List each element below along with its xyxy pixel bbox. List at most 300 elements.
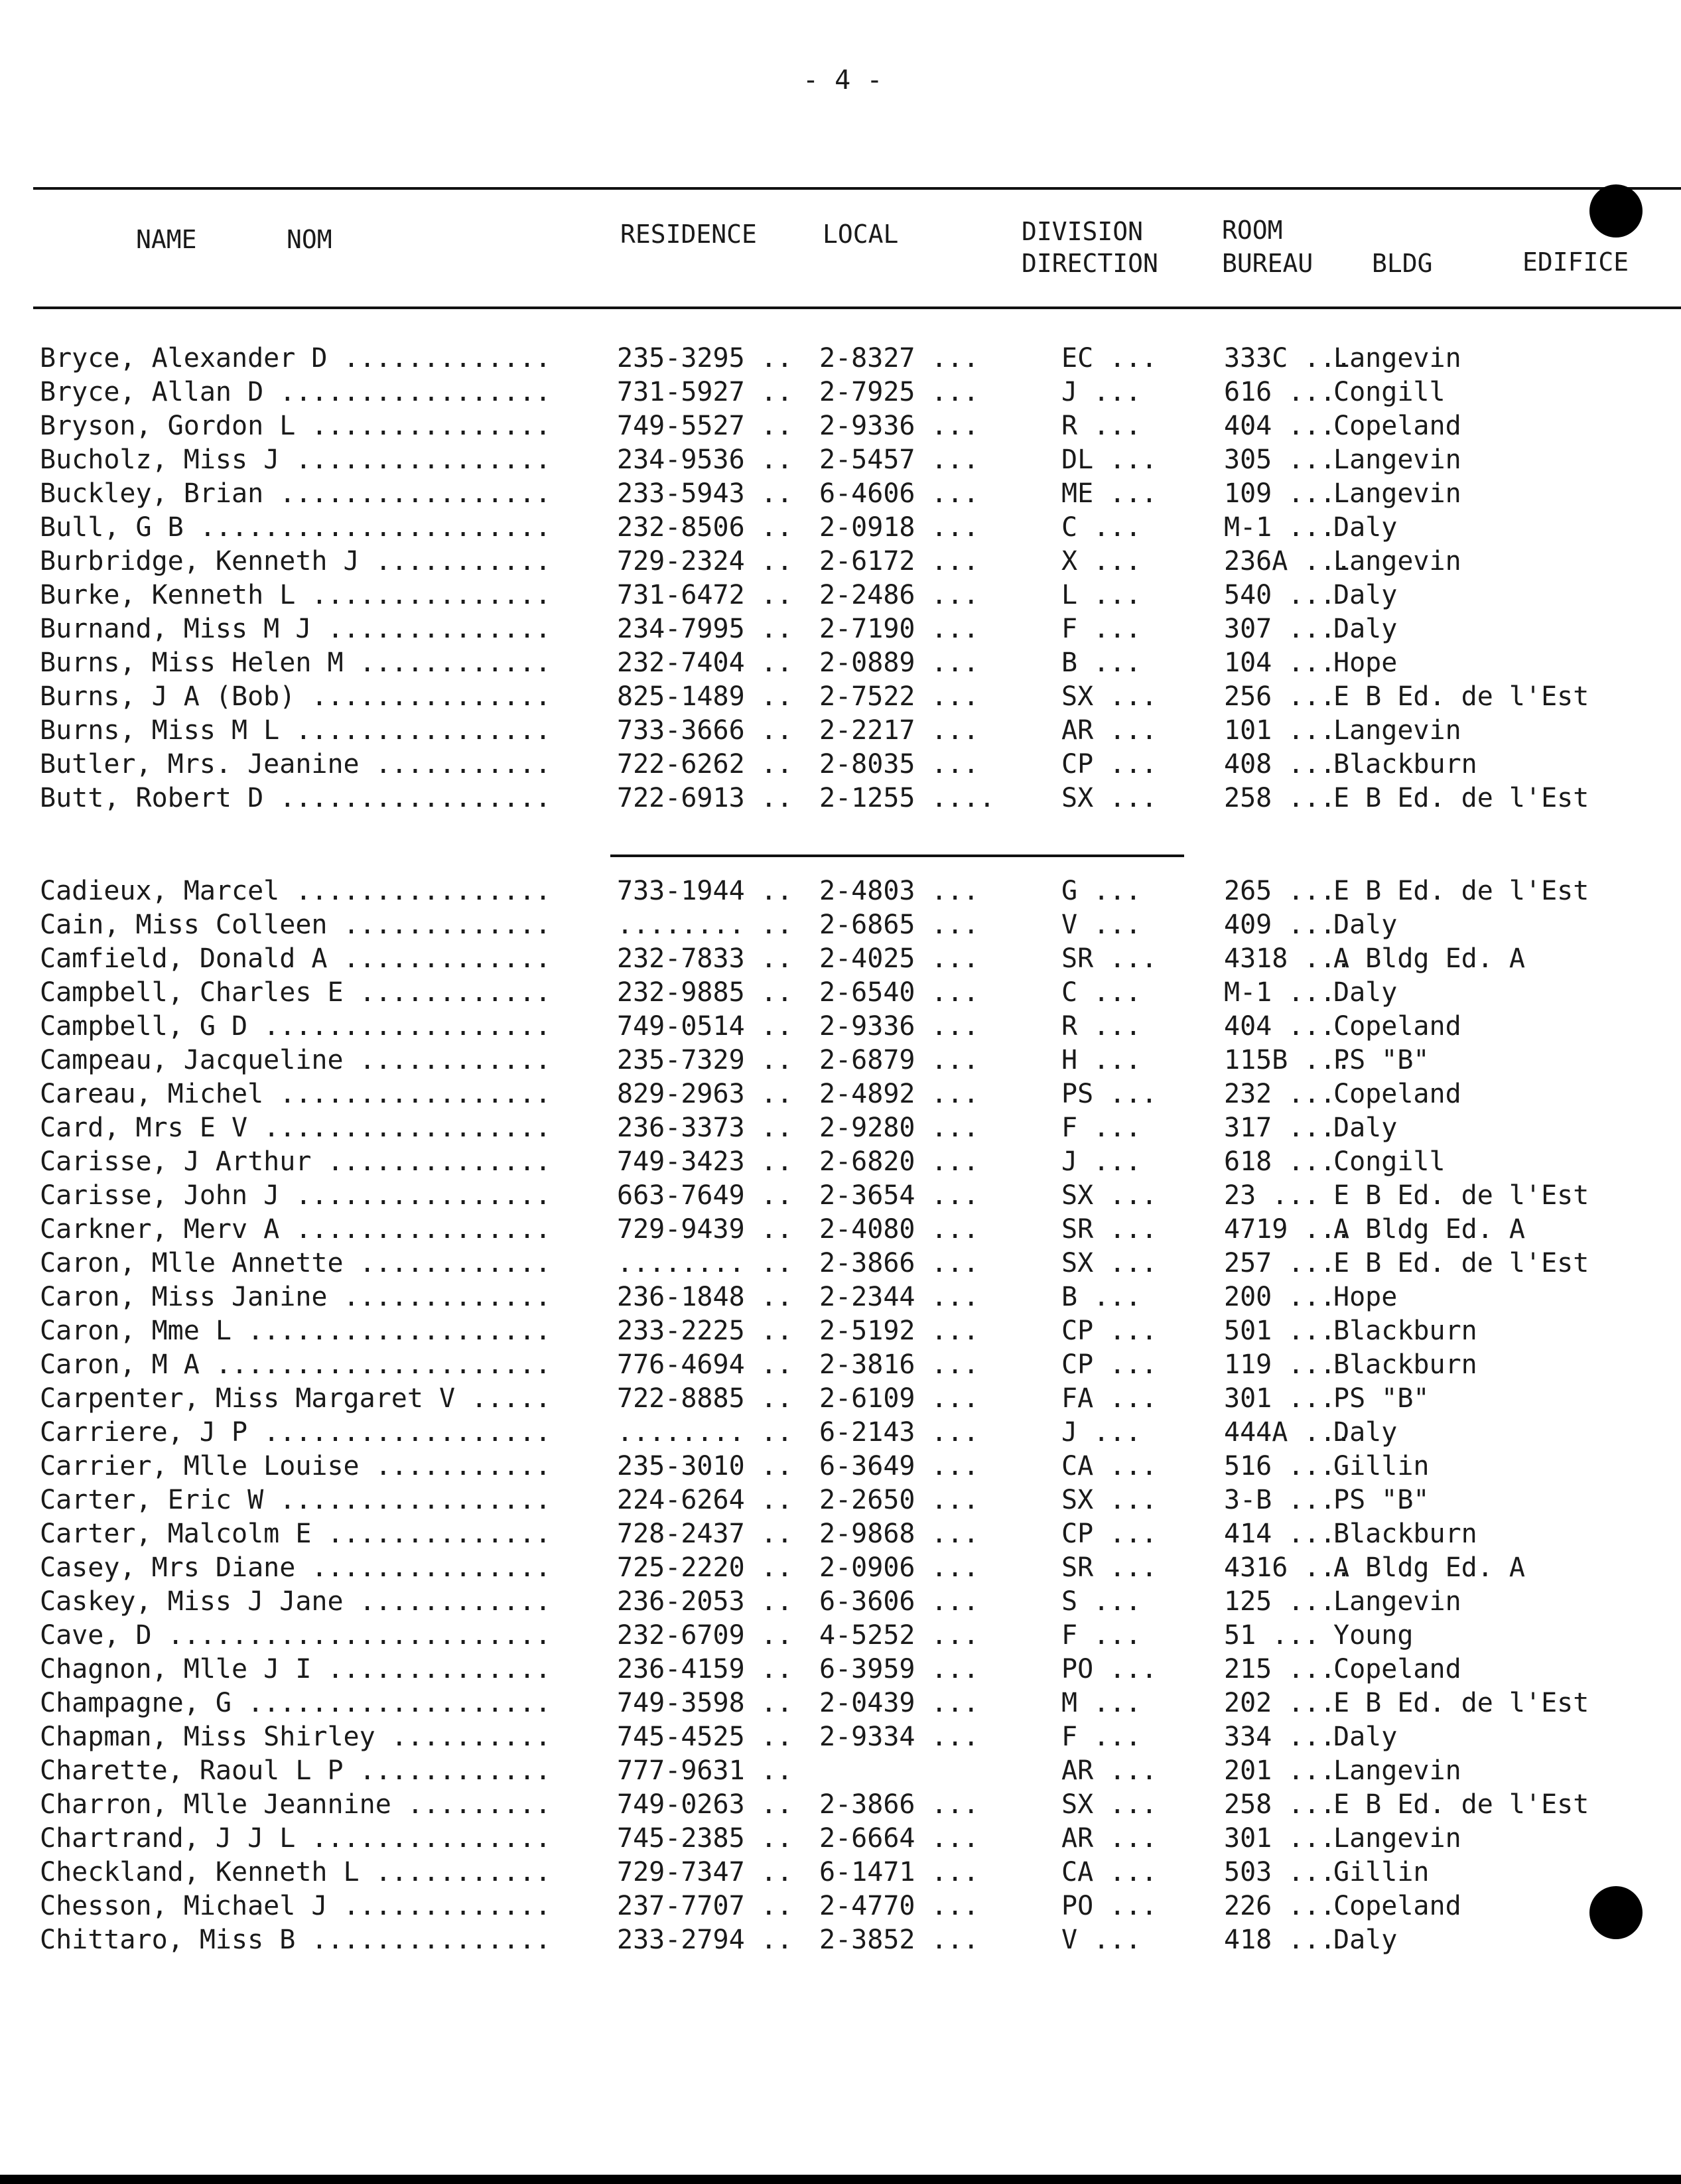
cell-room: 334 ...	[1224, 1722, 1336, 1752]
table-row	[0, 1856, 1681, 1889]
cell-residence: 234-7995 ..	[617, 614, 793, 644]
cell-name: Careau, Michel .................	[40, 1079, 551, 1109]
table-row	[0, 477, 1681, 511]
table-row	[0, 1280, 1681, 1314]
cell-name: Burns, Miss Helen M ............	[40, 648, 551, 678]
cell-division: V ...	[1061, 1925, 1142, 1955]
table-row	[0, 1348, 1681, 1382]
table-row	[0, 1754, 1681, 1788]
cell-local: 2-4892 ...	[819, 1079, 979, 1109]
cell-residence: 749-3598 ..	[617, 1688, 793, 1718]
cell-bldg: Daly	[1333, 580, 1398, 610]
cell-local: 2-6879 ...	[819, 1045, 979, 1075]
table-row	[0, 1923, 1681, 1957]
header-bureau: BUREAU	[1222, 249, 1313, 278]
cell-residence: 776-4694 ..	[617, 1349, 793, 1380]
cell-bldg: Daly	[1333, 910, 1398, 940]
cell-local: 2-9336 ...	[819, 1011, 979, 1042]
cell-bldg: Daly	[1333, 1417, 1398, 1448]
cell-bldg: Hope	[1333, 1282, 1398, 1312]
cell-room: 503 ...	[1224, 1857, 1336, 1887]
cell-local: 6-2143 ...	[819, 1417, 979, 1448]
cell-name: Caron, Mlle Annette ............	[40, 1248, 551, 1278]
cell-local: 2-0918 ...	[819, 512, 979, 543]
punch-hole-top	[1589, 184, 1643, 238]
cell-residence: 663-7649 ..	[617, 1180, 793, 1211]
table-row	[0, 1585, 1681, 1619]
cell-residence: 722-8885 ..	[617, 1383, 793, 1414]
cell-bldg: Copeland	[1333, 1079, 1461, 1109]
cell-name: Chagnon, Mlle J I ..............	[40, 1654, 551, 1684]
cell-local: 2-9336 ...	[819, 411, 979, 441]
cell-division: F ...	[1061, 1620, 1142, 1651]
cell-bldg: Daly	[1333, 1925, 1398, 1955]
cell-local: 2-2650 ...	[819, 1485, 979, 1515]
table-row	[0, 680, 1681, 714]
bottom-rule	[0, 2175, 1681, 2184]
cell-local: 2-0906 ...	[819, 1552, 979, 1583]
table-row	[0, 1450, 1681, 1483]
table-row	[0, 1416, 1681, 1450]
cell-local: 2-3866 ...	[819, 1789, 979, 1820]
cell-bldg: Langevin	[1333, 1823, 1461, 1854]
table-row	[0, 942, 1681, 976]
cell-division: AR ...	[1061, 715, 1158, 746]
cell-division: J ...	[1061, 377, 1142, 407]
table-row	[0, 1179, 1681, 1213]
table-row	[0, 612, 1681, 646]
table-row	[0, 1077, 1681, 1111]
cell-name: Card, Mrs E V ..................	[40, 1113, 551, 1143]
header-edifice: EDIFICE	[1522, 247, 1629, 277]
cell-bldg: Blackburn	[1333, 1519, 1477, 1549]
cell-division: AR ...	[1061, 1823, 1158, 1854]
cell-name: Cave, D ........................	[40, 1620, 551, 1651]
cell-division: ME ...	[1061, 478, 1158, 509]
section-b-listing	[0, 342, 1681, 815]
cell-room: 226 ...	[1224, 1891, 1336, 1921]
cell-name: Chapman, Miss Shirley ..........	[40, 1722, 551, 1752]
cell-name: Carriere, J P ..................	[40, 1417, 551, 1448]
cell-name: Chesson, Michael J .............	[40, 1891, 551, 1921]
cell-room: 109 ...	[1224, 478, 1336, 509]
cell-room: 215 ...	[1224, 1654, 1336, 1684]
cell-division: SX ...	[1061, 1180, 1158, 1211]
cell-bldg: Gillin	[1333, 1451, 1430, 1481]
cell-division: V ...	[1061, 910, 1142, 940]
cell-room: 23 ...	[1224, 1180, 1320, 1211]
cell-bldg: A Bldg Ed. A	[1333, 1552, 1525, 1583]
table-row	[0, 1314, 1681, 1348]
cell-local: 2-3852 ...	[819, 1925, 979, 1955]
cell-room: 200 ...	[1224, 1282, 1336, 1312]
cell-division: CP ...	[1061, 1316, 1158, 1346]
cell-division: F ...	[1061, 1722, 1142, 1752]
cell-room: 232 ...	[1224, 1079, 1336, 1109]
cell-name: Campeau, Jacqueline ............	[40, 1045, 551, 1075]
cell-local: 2-4025 ...	[819, 943, 979, 974]
cell-name: Caron, Miss Janine .............	[40, 1282, 551, 1312]
cell-bldg: Copeland	[1333, 1654, 1461, 1684]
cell-bldg: Copeland	[1333, 411, 1461, 441]
table-row	[0, 1382, 1681, 1416]
cell-room: 301 ...	[1224, 1823, 1336, 1854]
cell-residence: 232-7404 ..	[617, 648, 793, 678]
cell-division: SX ...	[1061, 783, 1158, 813]
cell-bldg: Langevin	[1333, 343, 1461, 374]
cell-name: Butler, Mrs. Jeanine ...........	[40, 749, 551, 780]
header-nom: NOM	[287, 225, 332, 254]
table-row	[0, 1247, 1681, 1280]
cell-division: S ...	[1061, 1586, 1142, 1617]
cell-name: Carkner, Merv A ................	[40, 1214, 551, 1245]
cell-division: G ...	[1061, 876, 1142, 906]
cell-bldg: E B Ed. de l'Est	[1333, 783, 1589, 813]
cell-residence: 232-7833 ..	[617, 943, 793, 974]
cell-name: Carter, Eric W .................	[40, 1485, 551, 1515]
cell-residence: 232-9885 ..	[617, 977, 793, 1008]
cell-local: 2-4080 ...	[819, 1214, 979, 1245]
cell-local: 6-4606 ...	[819, 478, 979, 509]
cell-local: 2-3816 ...	[819, 1349, 979, 1380]
cell-local: 2-6664 ...	[819, 1823, 979, 1854]
cell-residence: 729-7347 ..	[617, 1857, 793, 1887]
cell-name: Carisse, John J ................	[40, 1180, 551, 1211]
cell-local: 2-6865 ...	[819, 910, 979, 940]
cell-local: 2-1255 ....	[819, 783, 995, 813]
cell-name: Bryce, Allan D .................	[40, 377, 551, 407]
cell-division: CA ...	[1061, 1857, 1158, 1887]
cell-room: 618 ...	[1224, 1146, 1336, 1177]
cell-residence: 749-0514 ..	[617, 1011, 793, 1042]
cell-residence: 236-2053 ..	[617, 1586, 793, 1617]
cell-bldg: Blackburn	[1333, 1316, 1477, 1346]
cell-room: 119 ...	[1224, 1349, 1336, 1380]
cell-division: CP ...	[1061, 1519, 1158, 1549]
cell-bldg: Langevin	[1333, 444, 1461, 475]
cell-bldg: E B Ed. de l'Est	[1333, 681, 1589, 712]
cell-local: 2-8035 ...	[819, 749, 979, 780]
cell-bldg: PS "B"	[1333, 1383, 1430, 1414]
cell-name: Carisse, J Arthur ..............	[40, 1146, 551, 1177]
cell-room: 125 ...	[1224, 1586, 1336, 1617]
cell-residence: 777-9631 ..	[617, 1755, 793, 1786]
cell-bldg: PS "B"	[1333, 1045, 1430, 1075]
cell-bldg: Daly	[1333, 977, 1398, 1008]
cell-bldg: Daly	[1333, 512, 1398, 543]
cell-division: R ...	[1061, 1011, 1142, 1042]
cell-residence: 749-0263 ..	[617, 1789, 793, 1820]
table-row	[0, 1213, 1681, 1247]
cell-local: 2-2344 ...	[819, 1282, 979, 1312]
punch-hole-bottom	[1589, 1886, 1643, 1939]
cell-name: Casey, Mrs Diane ...............	[40, 1552, 551, 1583]
cell-division: FA ...	[1061, 1383, 1158, 1414]
cell-residence: 725-2220 ..	[617, 1552, 793, 1583]
cell-division: CP ...	[1061, 749, 1158, 780]
cell-residence: 728-2437 ..	[617, 1519, 793, 1549]
table-row	[0, 748, 1681, 782]
cell-room: 257 ...	[1224, 1248, 1336, 1278]
cell-bldg: Blackburn	[1333, 749, 1477, 780]
header-bldg: BLDG	[1372, 249, 1433, 278]
cell-room: 202 ...	[1224, 1688, 1336, 1718]
cell-room: 4318 ...	[1224, 943, 1352, 974]
cell-bldg: A Bldg Ed. A	[1333, 1214, 1525, 1245]
cell-division: J ...	[1061, 1146, 1142, 1177]
cell-residence: 749-3423 ..	[617, 1146, 793, 1177]
cell-residence: 825-1489 ..	[617, 681, 793, 712]
cell-division: PO ...	[1061, 1654, 1158, 1684]
table-row	[0, 443, 1681, 477]
header-room: ROOM	[1222, 216, 1283, 245]
cell-bldg: Daly	[1333, 1722, 1398, 1752]
cell-bldg: PS "B"	[1333, 1485, 1430, 1515]
cell-room: 4719 ...	[1224, 1214, 1352, 1245]
cell-local: 2-4770 ...	[819, 1891, 979, 1921]
cell-residence: 745-2385 ..	[617, 1823, 793, 1854]
table-row	[0, 1788, 1681, 1822]
table-row	[0, 976, 1681, 1010]
cell-residence: 232-6709 ..	[617, 1620, 793, 1651]
cell-division: PS ...	[1061, 1079, 1158, 1109]
cell-residence: 733-1944 ..	[617, 876, 793, 906]
cell-bldg: Congill	[1333, 377, 1446, 407]
cell-residence: 749-5527 ..	[617, 411, 793, 441]
cell-bldg: Langevin	[1333, 478, 1461, 509]
cell-bldg: Copeland	[1333, 1011, 1461, 1042]
cell-name: Campbell, Charles E ............	[40, 977, 551, 1008]
cell-room: 4316 ...	[1224, 1552, 1352, 1583]
cell-room: 516 ...	[1224, 1451, 1336, 1481]
table-row	[0, 1483, 1681, 1517]
cell-bldg: E B Ed. de l'Est	[1333, 1180, 1589, 1211]
cell-name: Caskey, Miss J Jane ............	[40, 1586, 551, 1617]
cell-name: Champagne, G ...................	[40, 1688, 551, 1718]
cell-division: EC ...	[1061, 343, 1158, 374]
table-row	[0, 1010, 1681, 1044]
cell-bldg: Congill	[1333, 1146, 1446, 1177]
cell-name: Bryson, Gordon L ...............	[40, 411, 551, 441]
table-row	[0, 511, 1681, 545]
cell-division: SX ...	[1061, 681, 1158, 712]
cell-residence: 722-6262 ..	[617, 749, 793, 780]
table-row	[0, 646, 1681, 680]
cell-residence: ........ ..	[617, 910, 793, 940]
cell-local: 4-5252 ...	[819, 1620, 979, 1651]
cell-room: 305 ...	[1224, 444, 1336, 475]
cell-room: M-1 ...	[1224, 977, 1336, 1008]
cell-name: Charron, Mlle Jeannine .........	[40, 1789, 551, 1820]
top-rule	[33, 187, 1681, 190]
cell-residence: 745-4525 ..	[617, 1722, 793, 1752]
cell-room: 258 ...	[1224, 783, 1336, 813]
cell-division: F ...	[1061, 614, 1142, 644]
cell-bldg: Daly	[1333, 614, 1398, 644]
cell-local: 6-1471 ...	[819, 1857, 979, 1887]
cell-residence: ........ ..	[617, 1417, 793, 1448]
cell-bldg: E B Ed. de l'Est	[1333, 1789, 1589, 1820]
cell-name: Chittaro, Miss B ...............	[40, 1925, 551, 1955]
cell-room: 256 ...	[1224, 681, 1336, 712]
table-row	[0, 1145, 1681, 1179]
cell-name: Caron, Mme L ...................	[40, 1316, 551, 1346]
cell-residence: 731-5927 ..	[617, 377, 793, 407]
cell-room: 540 ...	[1224, 580, 1336, 610]
cell-division: C ...	[1061, 512, 1142, 543]
cell-bldg: E B Ed. de l'Est	[1333, 876, 1589, 906]
cell-name: Checkland, Kenneth L ...........	[40, 1857, 551, 1887]
cell-local: 2-9280 ...	[819, 1113, 979, 1143]
cell-local: 2-3654 ...	[819, 1180, 979, 1211]
table-row	[0, 342, 1681, 375]
cell-room: 236A ...	[1224, 546, 1352, 577]
cell-local: 2-9334 ...	[819, 1722, 979, 1752]
cell-local: 2-7522 ...	[819, 681, 979, 712]
cell-room: 414 ...	[1224, 1519, 1336, 1549]
cell-room: 115B ...	[1224, 1045, 1352, 1075]
cell-room: 418 ...	[1224, 1925, 1336, 1955]
cell-name: Camfield, Donald A .............	[40, 943, 551, 974]
cell-residence: 733-3666 ..	[617, 715, 793, 746]
table-row	[0, 908, 1681, 942]
cell-residence: 233-5943 ..	[617, 478, 793, 509]
cell-name: Burbridge, Kenneth J ...........	[40, 546, 551, 577]
cell-name: Burke, Kenneth L ...............	[40, 580, 551, 610]
header-division: DIVISION	[1022, 217, 1144, 246]
cell-division: SX ...	[1061, 1789, 1158, 1820]
cell-residence: 731-6472 ..	[617, 580, 793, 610]
table-row	[0, 1889, 1681, 1923]
cell-division: C ...	[1061, 977, 1142, 1008]
table-row	[0, 545, 1681, 579]
cell-division: SX ...	[1061, 1248, 1158, 1278]
cell-room: 307 ...	[1224, 614, 1336, 644]
cell-name: Cain, Miss Colleen .............	[40, 910, 551, 940]
cell-local: 2-0889 ...	[819, 648, 979, 678]
cell-division: SR ...	[1061, 943, 1158, 974]
table-row	[0, 375, 1681, 409]
cell-local: 2-4803 ...	[819, 876, 979, 906]
cell-name: Carrier, Mlle Louise ...........	[40, 1451, 551, 1481]
cell-name: Charette, Raoul L P ............	[40, 1755, 551, 1786]
cell-residence: 829-2963 ..	[617, 1079, 793, 1109]
cell-room: 333C ...	[1224, 343, 1352, 374]
cell-residence: 233-2225 ..	[617, 1316, 793, 1346]
cell-local: 6-3959 ...	[819, 1654, 979, 1684]
cell-bldg: Langevin	[1333, 1755, 1461, 1786]
cell-room: 101 ...	[1224, 715, 1336, 746]
cell-bldg: Langevin	[1333, 546, 1461, 577]
cell-name: Bull, G B ......................	[40, 512, 551, 543]
cell-bldg: E B Ed. de l'Est	[1333, 1688, 1589, 1718]
cell-bldg: Gillin	[1333, 1857, 1430, 1887]
cell-local: 2-6540 ...	[819, 977, 979, 1008]
cell-residence: ........ ..	[617, 1248, 793, 1278]
cell-room: 408 ...	[1224, 749, 1336, 780]
cell-local: 2-0439 ...	[819, 1688, 979, 1718]
cell-name: Chartrand, J J L ...............	[40, 1823, 551, 1854]
cell-residence: 236-4159 ..	[617, 1654, 793, 1684]
cell-room: 104 ...	[1224, 648, 1336, 678]
cell-room: 317 ...	[1224, 1113, 1336, 1143]
table-row	[0, 1517, 1681, 1551]
cell-bldg: Daly	[1333, 1113, 1398, 1143]
cell-residence: 234-9536 ..	[617, 444, 793, 475]
cell-local: 2-6172 ...	[819, 546, 979, 577]
cell-room: 409 ...	[1224, 910, 1336, 940]
cell-name: Carpenter, Miss Margaret V .....	[40, 1383, 551, 1414]
cell-residence: 232-8506 ..	[617, 512, 793, 543]
cell-local: 6-3606 ...	[819, 1586, 979, 1617]
cell-local: 2-3866 ...	[819, 1248, 979, 1278]
cell-room: 501 ...	[1224, 1316, 1336, 1346]
cell-division: AR ...	[1061, 1755, 1158, 1786]
cell-name: Bucholz, Miss J ................	[40, 444, 551, 475]
header-residence: RESIDENCE	[620, 220, 757, 249]
cell-name: Butt, Robert D .................	[40, 783, 551, 813]
cell-division: B ...	[1061, 648, 1142, 678]
header-name: NAME	[136, 225, 197, 254]
cell-local: 2-5192 ...	[819, 1316, 979, 1346]
cell-division: H ...	[1061, 1045, 1142, 1075]
cell-residence: 235-3295 ..	[617, 343, 793, 374]
cell-division: SR ...	[1061, 1552, 1158, 1583]
cell-room: 3-B ...	[1224, 1485, 1336, 1515]
cell-division: L ...	[1061, 580, 1142, 610]
header-local: LOCAL	[823, 220, 899, 249]
table-row	[0, 409, 1681, 443]
cell-local: 2-7190 ...	[819, 614, 979, 644]
cell-division: J ...	[1061, 1417, 1142, 1448]
cell-residence: 729-9439 ..	[617, 1214, 793, 1245]
cell-bldg: E B Ed. de l'Est	[1333, 1248, 1589, 1278]
cell-local: 2-6820 ...	[819, 1146, 979, 1177]
cell-local: 2-6109 ...	[819, 1383, 979, 1414]
cell-room: 404 ...	[1224, 1011, 1336, 1042]
cell-room: 201 ...	[1224, 1755, 1336, 1786]
cell-local: 2-8327 ...	[819, 343, 979, 374]
cell-residence: 224-6264 ..	[617, 1485, 793, 1515]
cell-local: 2-7925 ...	[819, 377, 979, 407]
cell-room: 258 ...	[1224, 1789, 1336, 1820]
cell-residence: 237-7707 ..	[617, 1891, 793, 1921]
cell-name: Carter, Malcolm E ..............	[40, 1519, 551, 1549]
cell-room: 301 ...	[1224, 1383, 1336, 1414]
cell-name: Burnand, Miss M J ..............	[40, 614, 551, 644]
cell-division: R ...	[1061, 411, 1142, 441]
cell-division: CP ...	[1061, 1349, 1158, 1380]
cell-residence: 236-3373 ..	[617, 1113, 793, 1143]
cell-residence: 729-2324 ..	[617, 546, 793, 577]
table-row	[0, 1551, 1681, 1585]
cell-division: M ...	[1061, 1688, 1142, 1718]
cell-residence: 236-1848 ..	[617, 1282, 793, 1312]
cell-bldg: Hope	[1333, 648, 1398, 678]
cell-local: 2-2486 ...	[819, 580, 979, 610]
cell-division: DL ...	[1061, 444, 1158, 475]
cell-room: 444A ...	[1224, 1417, 1352, 1448]
header-rule	[33, 307, 1681, 309]
cell-bldg: Langevin	[1333, 1586, 1461, 1617]
cell-local: 2-2217 ...	[819, 715, 979, 746]
cell-room: M-1 ...	[1224, 512, 1336, 543]
cell-room: 616 ...	[1224, 377, 1336, 407]
table-row	[0, 579, 1681, 612]
table-row	[0, 1619, 1681, 1653]
cell-division: SX ...	[1061, 1485, 1158, 1515]
table-row	[0, 1044, 1681, 1077]
